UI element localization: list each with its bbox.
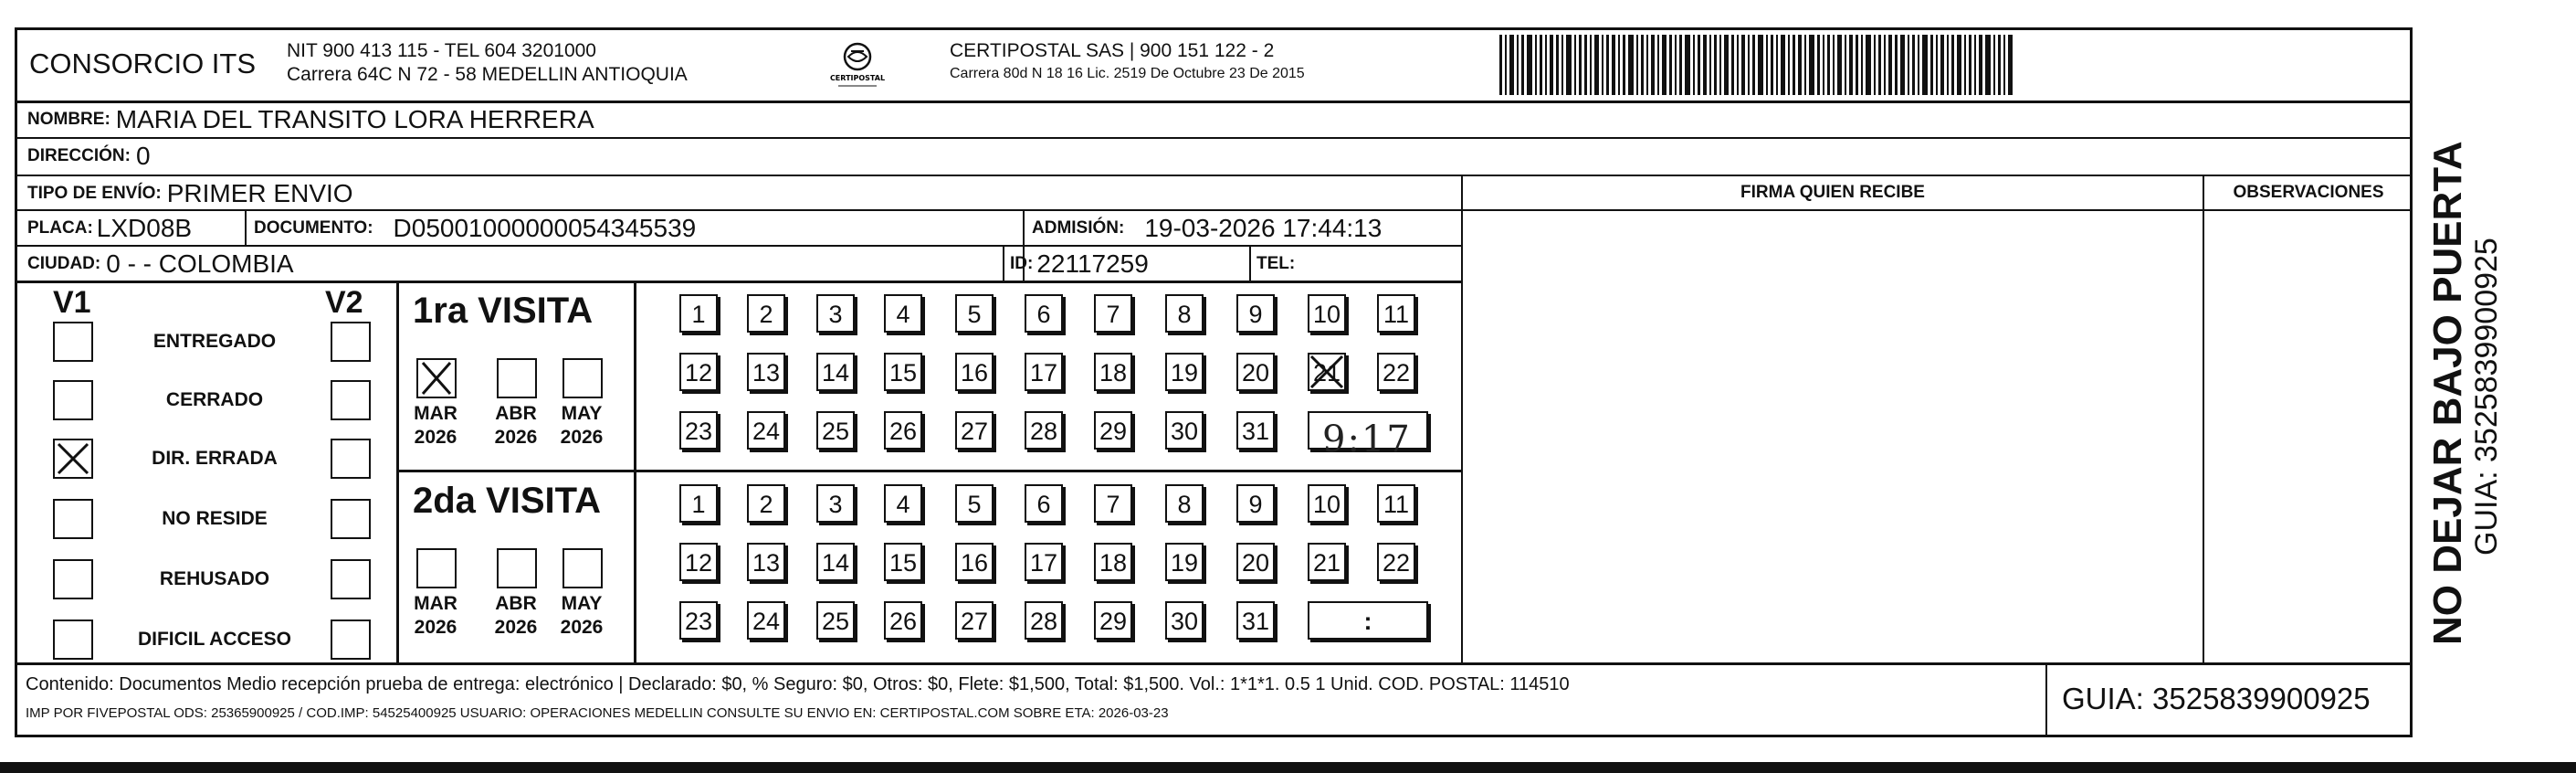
day-cell[interactable] bbox=[816, 484, 855, 523]
day-cell[interactable] bbox=[1236, 294, 1275, 333]
day-cell[interactable] bbox=[679, 484, 718, 523]
signature-column-border bbox=[1461, 175, 1463, 662]
day-cell[interactable] bbox=[747, 601, 785, 640]
day-cell[interactable] bbox=[1236, 411, 1275, 450]
visit-2-title: 2da VISITA bbox=[413, 481, 601, 521]
day-cell[interactable] bbox=[884, 353, 922, 391]
day-cell[interactable] bbox=[1094, 543, 1132, 581]
day-cell[interactable] bbox=[1094, 601, 1132, 640]
day-cell[interactable] bbox=[1025, 353, 1063, 391]
day-cell[interactable] bbox=[1308, 294, 1346, 333]
day-cell[interactable] bbox=[1165, 294, 1204, 333]
day-number: 10 bbox=[1312, 301, 1341, 328]
day-number: 10 bbox=[1312, 491, 1341, 518]
day-cell[interactable] bbox=[1236, 484, 1275, 523]
day-cell[interactable] bbox=[884, 484, 922, 523]
footer-line-2: IMP POR FIVEPOSTAL ODS: 25365900925 / COD.IMP: 54525400925 USUARIO: OPERACIONES MEDELLIN CONSULTE SU ENVIO EN: CERTIPOSTAL.COM SOBRE ETA: 2026-03-23 bbox=[26, 705, 1169, 721]
day-number: 21 bbox=[1312, 549, 1341, 577]
month-name: MAR bbox=[414, 403, 457, 424]
month-name: MAR bbox=[414, 593, 457, 614]
name-label: NOMBRE: bbox=[27, 110, 110, 129]
day-cell[interactable] bbox=[1165, 601, 1204, 640]
day-number: 24 bbox=[752, 608, 781, 635]
day-number: 7 bbox=[1106, 301, 1120, 328]
day-number: 17 bbox=[1029, 549, 1058, 577]
day-cell[interactable] bbox=[747, 411, 785, 450]
footer-guia-divider bbox=[2045, 662, 2047, 737]
shipping-type-label: TIPO DE ENVÍO: bbox=[27, 184, 162, 203]
month-checkbox[interactable] bbox=[416, 358, 457, 398]
id-label: ID: bbox=[1010, 253, 1034, 273]
day-number: 22 bbox=[1382, 359, 1411, 386]
day-number: 9 bbox=[1248, 301, 1263, 328]
day-number: 15 bbox=[888, 549, 918, 577]
day-number: 26 bbox=[888, 418, 918, 445]
day-cell[interactable] bbox=[816, 411, 855, 450]
v2-checkbox[interactable] bbox=[331, 619, 371, 660]
v1-header: V1 bbox=[53, 285, 91, 320]
plate-value: LXD08B bbox=[96, 213, 193, 242]
document-row bbox=[254, 211, 696, 245]
day-number: 31 bbox=[1241, 418, 1270, 445]
city-row bbox=[27, 247, 294, 281]
day-number: 16 bbox=[960, 549, 989, 577]
day-cell[interactable] bbox=[679, 601, 718, 640]
document-value: D05001000000054345539 bbox=[393, 213, 697, 242]
day-cell[interactable] bbox=[884, 294, 922, 333]
day-number: 26 bbox=[888, 608, 918, 635]
day-cell[interactable] bbox=[955, 543, 994, 581]
day-number: 23 bbox=[684, 418, 713, 445]
x-mark-icon bbox=[55, 440, 91, 477]
company-address: Carrera 64C N 72 - 58 MEDELLIN ANTIOQUIA bbox=[287, 64, 688, 85]
day-number: 1 bbox=[691, 491, 706, 518]
day-number: 29 bbox=[1099, 608, 1128, 635]
day-cell[interactable] bbox=[1165, 353, 1204, 391]
day-cell[interactable] bbox=[816, 294, 855, 333]
tel-label: TEL: bbox=[1256, 253, 1296, 273]
day-cell[interactable] bbox=[955, 294, 994, 333]
day-cell[interactable] bbox=[884, 411, 922, 450]
month-checkbox[interactable] bbox=[497, 358, 537, 398]
v2-header: V2 bbox=[325, 285, 363, 320]
admission-label: ADMISIÓN: bbox=[1032, 217, 1125, 238]
day-number: 16 bbox=[960, 359, 989, 386]
day-cell[interactable] bbox=[679, 353, 718, 391]
x-mark-icon bbox=[1308, 353, 1346, 391]
day-cell[interactable] bbox=[884, 601, 922, 640]
month-year: 2026 bbox=[494, 617, 538, 638]
handwritten-time: 9:17 bbox=[1322, 418, 1412, 461]
tel-row bbox=[1256, 247, 1299, 281]
day-cell[interactable] bbox=[1094, 411, 1132, 450]
day-cell[interactable] bbox=[884, 543, 922, 581]
month-label bbox=[411, 592, 460, 640]
day-number: 11 bbox=[1383, 491, 1410, 518]
day-cell[interactable] bbox=[1025, 411, 1063, 450]
footer-line-1: Contenido: Documentos Medio recepción prueba de entrega: electrónico | Declarado: $0, % Seguro: $0, Otros: $0, Flete: $1,500, Total: $1,500. Vol.: 1*1*1. 0.5 1 Unid. COD. POSTAL: 114510 bbox=[26, 674, 1570, 694]
day-cell[interactable] bbox=[955, 353, 994, 391]
v2-checkbox[interactable] bbox=[331, 499, 371, 539]
column-header-divider bbox=[1461, 209, 2413, 211]
day-cell[interactable] bbox=[1236, 601, 1275, 640]
day-cell[interactable] bbox=[1025, 601, 1063, 640]
certipostal-logo bbox=[829, 38, 886, 93]
company-name: CONSORCIO ITS bbox=[29, 48, 257, 79]
day-number: 18 bbox=[1099, 549, 1128, 577]
v1-checkbox[interactable] bbox=[53, 322, 93, 362]
day-number: 3 bbox=[828, 491, 843, 518]
day-cell[interactable] bbox=[816, 353, 855, 391]
reason-label: ENTREGADO bbox=[152, 331, 277, 352]
day-number: 15 bbox=[888, 359, 918, 386]
day-cell[interactable] bbox=[1165, 411, 1204, 450]
reason-label: DIFICIL ACCESO bbox=[137, 629, 291, 650]
day-number: 19 bbox=[1170, 359, 1199, 386]
visit-1-title: 1ra VISITA bbox=[413, 291, 594, 331]
shipping-type-value: PRIMER ENVIO bbox=[166, 179, 353, 207]
month-year: 2026 bbox=[560, 427, 604, 448]
day-number: 31 bbox=[1241, 608, 1270, 635]
day-number: 5 bbox=[967, 491, 982, 518]
plate-label: PLACA: bbox=[27, 217, 93, 238]
day-number: 2 bbox=[759, 491, 773, 518]
name-row bbox=[27, 102, 594, 137]
admission-value: 19-03-2026 17:44:13 bbox=[1144, 213, 1383, 242]
day-number: 8 bbox=[1177, 301, 1192, 328]
id-value: 22117259 bbox=[1036, 249, 1149, 278]
day-number: 11 bbox=[1383, 301, 1410, 328]
month-name: ABR bbox=[495, 403, 537, 424]
observations-column-border bbox=[2203, 175, 2204, 662]
day-number: 14 bbox=[821, 549, 850, 577]
day-number: 21 bbox=[1312, 359, 1341, 386]
signature-header: FIRMA QUIEN RECIBE bbox=[1740, 183, 1925, 202]
day-cell[interactable] bbox=[816, 601, 855, 640]
x-mark-icon bbox=[418, 360, 455, 397]
day-number: 13 bbox=[752, 549, 781, 577]
row-divider bbox=[15, 137, 2413, 139]
v1-checkbox[interactable] bbox=[53, 499, 93, 539]
day-cell[interactable] bbox=[1308, 484, 1346, 523]
address-label: DIRECCIÓN: bbox=[27, 146, 131, 165]
month-checkbox[interactable] bbox=[563, 548, 603, 588]
day-number: 25 bbox=[821, 418, 850, 445]
day-cell[interactable] bbox=[1165, 484, 1204, 523]
company-nit: NIT 900 413 115 - TEL 604 3201000 bbox=[287, 40, 596, 61]
month-year: 2026 bbox=[414, 427, 457, 448]
visit-separator bbox=[396, 470, 1461, 472]
reason-label: CERRADO bbox=[165, 389, 264, 410]
day-number: 17 bbox=[1029, 359, 1058, 386]
month-label bbox=[557, 402, 606, 450]
day-cell[interactable] bbox=[1308, 543, 1346, 581]
cell-divider bbox=[1003, 245, 1004, 281]
month-label bbox=[491, 592, 541, 640]
shipping-type-row bbox=[27, 176, 353, 211]
month-checkbox[interactable] bbox=[497, 548, 537, 588]
month-label bbox=[411, 402, 460, 450]
time-separator: : bbox=[1363, 608, 1372, 635]
address-row bbox=[27, 139, 151, 174]
day-cell[interactable] bbox=[1377, 543, 1415, 581]
day-cell[interactable] bbox=[1377, 353, 1415, 391]
v1-checkbox[interactable] bbox=[53, 619, 93, 660]
reason-label: DIR. ERRADA bbox=[152, 448, 278, 469]
day-cell[interactable] bbox=[747, 543, 785, 581]
day-number: 6 bbox=[1036, 491, 1051, 518]
no-dejar-warning: NO DEJAR BAJO PUERTA bbox=[2425, 141, 2470, 645]
month-year: 2026 bbox=[560, 617, 604, 638]
day-cell[interactable] bbox=[747, 484, 785, 523]
day-number: 27 bbox=[960, 418, 989, 445]
day-cell[interactable] bbox=[1094, 353, 1132, 391]
day-number: 30 bbox=[1170, 608, 1199, 635]
day-number: 12 bbox=[684, 549, 713, 577]
v2-checkbox[interactable] bbox=[331, 380, 371, 420]
month-label bbox=[491, 402, 541, 450]
name-value: MARIA DEL TRANSITO LORA HERRERA bbox=[115, 105, 594, 133]
day-number: 4 bbox=[896, 491, 910, 518]
day-number: 20 bbox=[1241, 549, 1270, 577]
day-number: 8 bbox=[1177, 491, 1192, 518]
v1-checkbox[interactable] bbox=[53, 380, 93, 420]
day-cell[interactable] bbox=[1308, 353, 1346, 391]
v2-checkbox[interactable] bbox=[331, 322, 371, 362]
month-year: 2026 bbox=[414, 617, 457, 638]
day-cell[interactable] bbox=[1236, 543, 1275, 581]
v2-checkbox[interactable] bbox=[331, 439, 371, 479]
city-value: 0 - - COLOMBIA bbox=[106, 249, 294, 278]
day-cell[interactable] bbox=[1094, 484, 1132, 523]
day-number: 4 bbox=[896, 301, 910, 328]
day-number: 29 bbox=[1099, 418, 1128, 445]
day-number: 13 bbox=[752, 359, 781, 386]
day-cell[interactable] bbox=[1025, 543, 1063, 581]
footer-divider bbox=[15, 662, 2413, 665]
day-number: 28 bbox=[1029, 608, 1058, 635]
footer-guia: GUIA: 3525839900925 bbox=[2062, 682, 2371, 715]
month-name: MAY bbox=[561, 593, 603, 614]
month-checkbox[interactable] bbox=[416, 548, 457, 588]
plate-row bbox=[27, 211, 192, 245]
day-cell[interactable] bbox=[747, 353, 785, 391]
day-cell[interactable] bbox=[955, 601, 994, 640]
side-guia: GUIA: 3525839900925 bbox=[2469, 238, 2504, 556]
day-cell[interactable] bbox=[747, 294, 785, 333]
observations-header: OBSERVACIONES bbox=[2233, 183, 2384, 202]
month-name: MAY bbox=[561, 403, 603, 424]
day-cell[interactable] bbox=[679, 411, 718, 450]
day-cell[interactable] bbox=[1377, 294, 1415, 333]
address-value: 0 bbox=[135, 142, 151, 170]
day-number: 20 bbox=[1241, 359, 1270, 386]
month-label bbox=[557, 592, 606, 640]
month-year: 2026 bbox=[494, 427, 538, 448]
carrier-name: CERTIPOSTAL SAS | 900 151 122 - 2 bbox=[950, 40, 1275, 61]
reason-label: NO RESIDE bbox=[162, 508, 268, 529]
v1-checkbox[interactable] bbox=[53, 559, 93, 599]
admission-row bbox=[1032, 211, 1382, 245]
v2-checkbox[interactable] bbox=[331, 559, 371, 599]
v1-checkbox[interactable] bbox=[53, 439, 93, 479]
barcode bbox=[1499, 35, 2230, 95]
day-cell[interactable] bbox=[816, 543, 855, 581]
day-cell[interactable] bbox=[1025, 484, 1063, 523]
reason-label: REHUSADO bbox=[159, 568, 270, 589]
day-cell[interactable] bbox=[1165, 543, 1204, 581]
day-number: 30 bbox=[1170, 418, 1199, 445]
day-number: 2 bbox=[759, 301, 773, 328]
day-number: 27 bbox=[960, 608, 989, 635]
day-number: 9 bbox=[1248, 491, 1263, 518]
day-cell[interactable] bbox=[955, 411, 994, 450]
document-label: DOCUMENTO: bbox=[254, 217, 373, 238]
day-number: 6 bbox=[1036, 301, 1051, 328]
month-name: ABR bbox=[495, 593, 537, 614]
row-divider bbox=[15, 281, 1461, 283]
city-label: CIUDAD: bbox=[27, 253, 101, 273]
day-number: 25 bbox=[821, 608, 850, 635]
day-number: 18 bbox=[1099, 359, 1128, 386]
time-box[interactable] bbox=[1308, 601, 1428, 640]
day-number: 24 bbox=[752, 418, 781, 445]
day-number: 5 bbox=[967, 301, 982, 328]
cell-divider bbox=[245, 209, 247, 245]
carrier-license: Carrera 80d N 18 16 Lic. 2519 De Octubre 23 De 2015 bbox=[950, 66, 1305, 81]
day-cell[interactable] bbox=[1094, 294, 1132, 333]
day-cell[interactable] bbox=[1236, 353, 1275, 391]
day-number: 28 bbox=[1029, 418, 1058, 445]
day-number: 3 bbox=[828, 301, 843, 328]
day-cell[interactable] bbox=[679, 294, 718, 333]
month-checkbox[interactable] bbox=[563, 358, 603, 398]
day-cell[interactable] bbox=[955, 484, 994, 523]
day-number: 1 bbox=[691, 301, 706, 328]
day-number: 14 bbox=[821, 359, 850, 386]
day-number: 19 bbox=[1170, 549, 1199, 577]
bottom-edge bbox=[0, 762, 2576, 773]
day-number: 22 bbox=[1382, 549, 1411, 577]
id-row bbox=[1010, 247, 1149, 281]
day-cell[interactable] bbox=[679, 543, 718, 581]
row-divider bbox=[15, 175, 2413, 176]
cell-divider bbox=[1249, 245, 1251, 281]
day-number: 7 bbox=[1106, 491, 1120, 518]
day-cell[interactable] bbox=[1025, 294, 1063, 333]
day-cell[interactable] bbox=[1377, 484, 1415, 523]
logo-text: CERTIPOSTAL bbox=[829, 74, 886, 82]
day-number: 23 bbox=[684, 608, 713, 635]
day-number: 12 bbox=[684, 359, 713, 386]
